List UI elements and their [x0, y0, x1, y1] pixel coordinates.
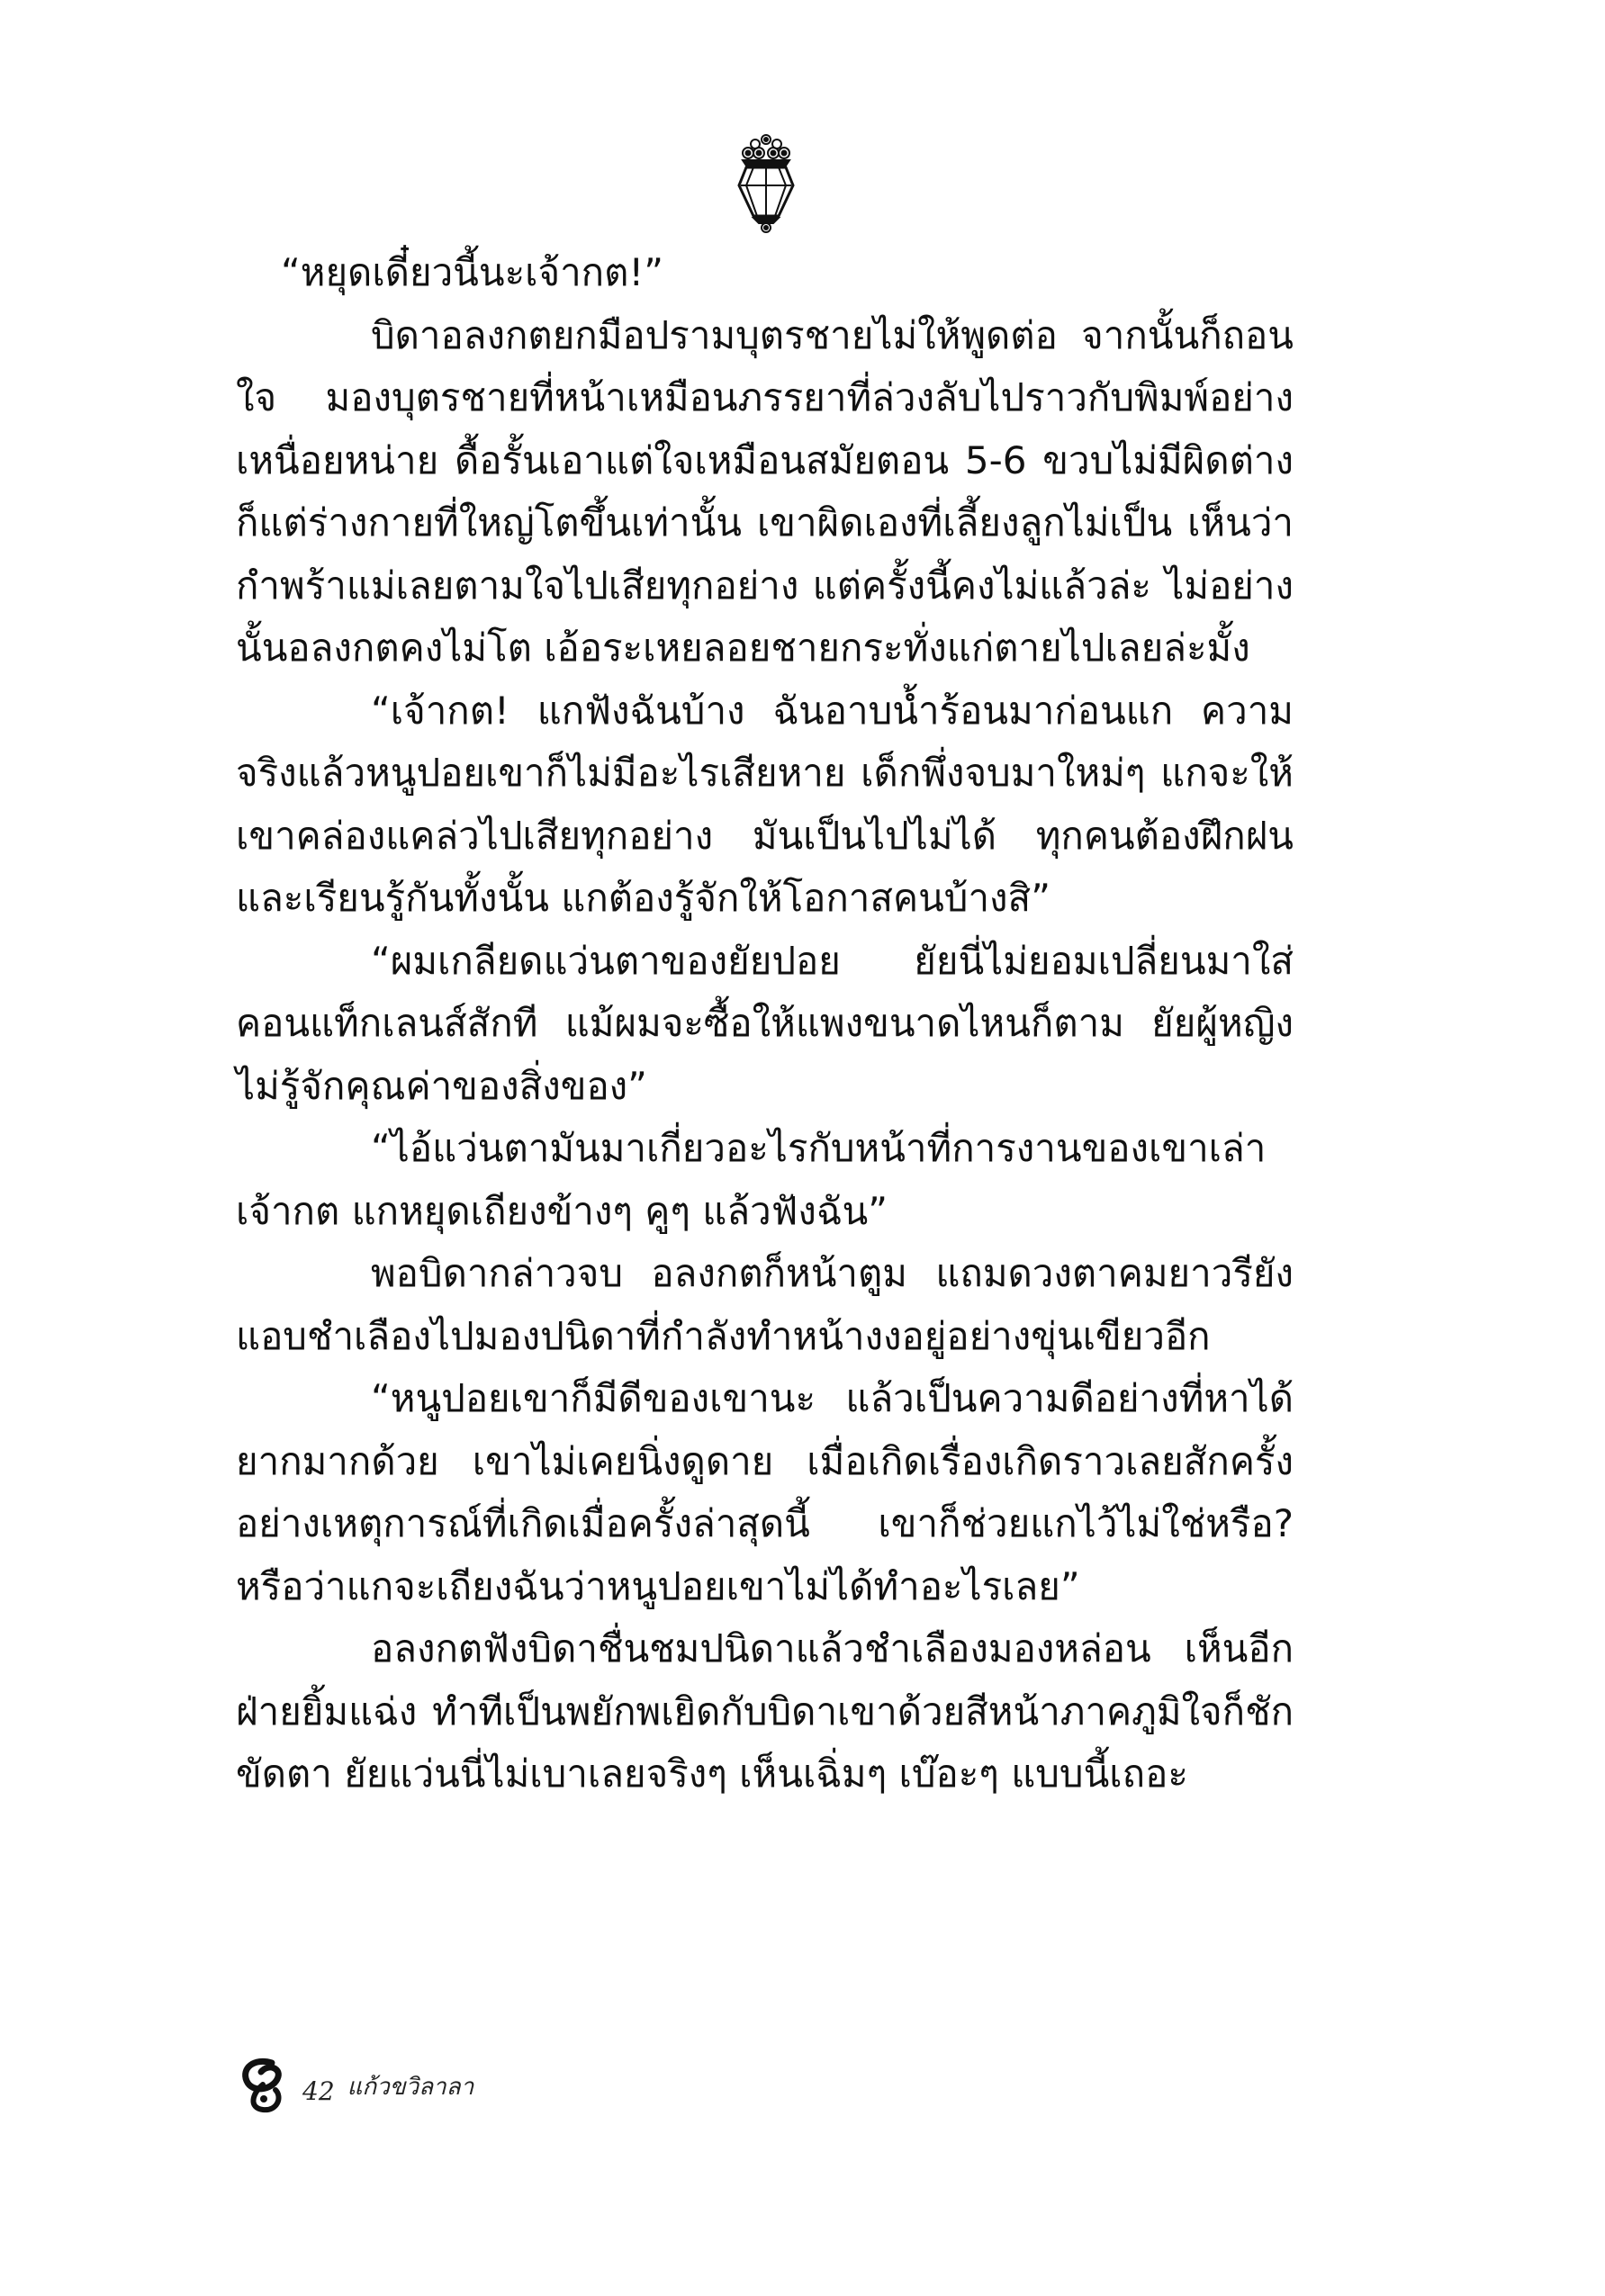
paragraph: “หนูปอยเขาก็มีดีของเขานะ แล้วเป็นความดีอย่างที่หาได้ยากมากด้วย เขาไม่เคยนิ่งดูดาย เมื่อเกิดเรื่องเกิดราวเลยสักครั้ง อย่างเหตุการณ์ที่เกิดเมื่อครั้งล่าสุดนี้ เขาก็ช่วยแกไว้ไม่ใช่หรือ? หรือว่าแกจะเถียงฉันว่าหนูปอยเขาไม่ได้ทำอะไรเลย” [236, 1376, 1294, 1608]
book-logo-icon [236, 2054, 299, 2113]
paragraph: “หยุดเดี๋ยวนี้นะเจ้ากต!” [281, 250, 663, 294]
book-title: แก้วขวิลาลา [347, 2074, 474, 2101]
paragraph: บิดาอลงกตยกมือปรามบุตรชายไม่ให้พูดต่อ จากนั้นก็ถอนใจ มองบุตรชายที่หน้าเหมือนภรรยาที่ล่วงลับไปราวกับพิมพ์อย่างเหนื่อยหน่าย ดื้อรั้นเอาแต่ใจเหมือนสมัยตอน 5-6 ขวบไม่มีผิดต่างก็แต่ร่างกายที่ใหญ่โตขึ้นเท่านั้น เขาผิดเองที่เลี้ยงลูกไม่เป็น เห็นว่ากำพร้าแม่เลยตามใจไปเสียทุกอย่าง แต่ครั้งนี้คงไม่แล้วล่ะ ไม่อย่างนั้นอลงกตคงไม่โต เอ้อระเหยลอยชายกระทั่งแก่ตายไปเลยล่ะมั้ง [236, 312, 1294, 670]
paragraph: “ผมเกลียดแว่นตาของยัยปอย ยัยนี่ไม่ยอมเปลี่ยนมาใส่คอนแท็กเลนส์สักที แม้ผมจะซื้อให้แพงขนาดไหนก็ตาม ยัยผู้หญิงไม่รู้จักคุณค่าของสิ่งของ” [236, 938, 1294, 1108]
page-footer [236, 2050, 473, 2113]
paragraph: พอบิดากล่าวจบ อลงกตก็หน้าตูม แถมดวงตาคมยาวรียังแอบชำเลืองไปมองปนิดาที่กำลังทำหน้างงอยู่อย่างขุ่นเขียวอีก [236, 1251, 1294, 1358]
lantern-ornament-icon [734, 133, 798, 234]
paragraph: “เจ้ากต! แกฟังฉันบ้าง ฉันอาบน้ำร้อนมาก่อนแก ความจริงแล้วหนูปอยเขาก็ไม่มีอะไรเสียหาย เด็กพึ่งจบมาใหม่ๆ แกจะให้เขาคล่องแคล่วไปเสียทุกอย่าง มันเป็นไปไม่ได้ ทุกคนต้องฝึกฝนและเรียนรู้กันทั้งนั้น แกต้องรู้จักให้โอกาสคนบ้างสิ” [236, 688, 1294, 920]
page-number: 42 [302, 2076, 335, 2106]
body-text [236, 241, 1294, 1805]
paragraph: “ไอ้แว่นตามันมาเกี่ยวอะไรกับหน้าที่การงานของเขาเล่า เจ้ากต แกหยุดเถียงข้างๆ คูๆ แล้วฟังฉัน” [236, 1126, 1267, 1233]
paragraph: อลงกตฟังบิดาชื่นชมปนิดาแล้วชำเลืองมองหล่อน เห็นอีกฝ่ายยิ้มแฉ่ง ทำทีเป็นพยักพเยิดกับบิดาเขาด้วยสีหน้าภาคภูมิใจก็ชักขัดตา ยัยแว่นนี่ไม่เบาเลยจริงๆ เห็นเฉิ่มๆ เบ๊อะๆ แบบนี้เถอะ [236, 1626, 1294, 1796]
